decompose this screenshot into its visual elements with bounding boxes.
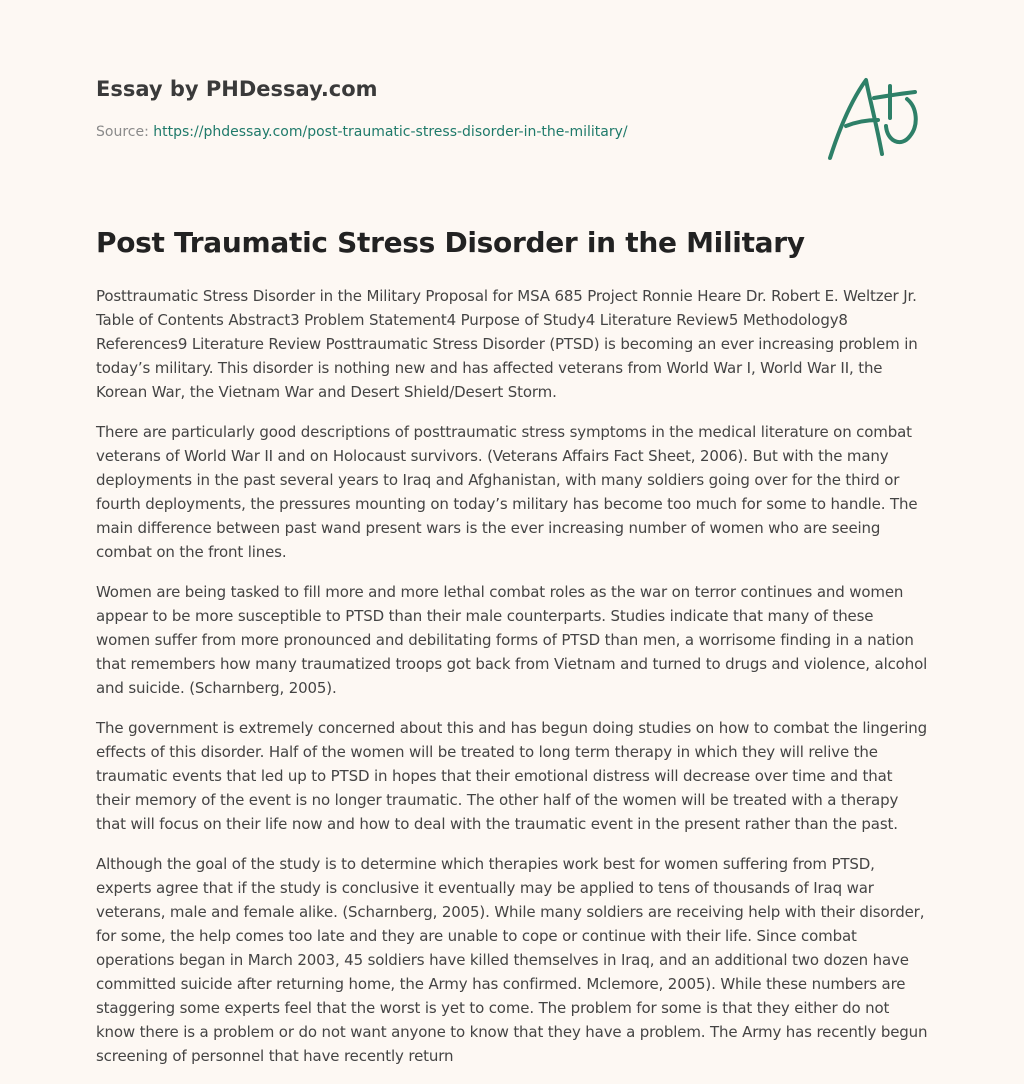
essay-paragraph-1: Posttraumatic Stress Disorder in the Military Proposal for MSA 685 Project Ronnie Heare Dr. Robert E. Weltzer Jr. Table of Contents Abstract3 Problem Statement4 Purpose of Study4 Literature Review5 Methodology8 References9 Literature Review Posttraumatic Stress Disorder (PTSD) is becoming an ever increasing problem in today’s military. This disorder is nothing new and has affected veterans from World War I, World War II, the Korean War, the Vietnam War and Desert Shield/Desert Storm. (96, 287, 918, 401)
essay-body (96, 284, 930, 1084)
source-line (96, 124, 628, 140)
source-link[interactable]: https://phdessay.com/post-traumatic-stress-disorder-in-the-military/ (153, 124, 628, 140)
site-title: Essay by PHDessay.com (96, 77, 378, 101)
essay-paragraph-3: Women are being tasked to fill more and more lethal combat roles as the war on terror continues and women appear to be more susceptible to PTSD than their male counterparts. Studies indicate that many of these women suffer from more pronounced and debilitating forms of PTSD than men, a worrisome finding in a nation that remembers how many traumatized troops got back from Vietnam and turned to drugs and violence, alcohol and suicide. (Scharnberg, 2005). (96, 583, 928, 697)
essay-paragraph-5: Although the goal of the study is to determine which therapies work best for women suffering from PTSD, experts agree that if the study is conclusive it eventually may be applied to tens of thousands of Iraq war veterans, male and female alike. (Scharnberg, 2005). While many soldiers are receiving help with their disorder, for some, the help comes too late and they are unable to cope or continue with their life. Since combat operations began in March 2003, 45 soldiers have killed themselves in Iraq, and an additional two dozen have committed suicide after returning home, the Army has confirmed. Mclemore, 2005). While these numbers are staggering some experts feel that the worst is yet to come. The problem for some is that they either do not know there is a problem or do not want anyone to know that they have a problem. The Army has recently begun screening of personnel that have recently return (96, 855, 928, 1065)
essay-title: Post Traumatic Stress Disorder in the Military (96, 226, 805, 259)
essay-paragraph-2: There are particularly good descriptions of posttraumatic stress symptoms in the medical literature on combat veterans of World War II and on Holocaust survivors. (Veterans Affairs Fact Sheet, 2006). But with the many deployments in the past several years to Iraq and Afghanistan, with many soldiers going over for the third or fourth deployments, the pressures mounting on today’s military has become too much for some to handle. The main difference between past wand present wars is the ever increasing number of women who are seeing combat on the front lines. (96, 423, 918, 561)
source-label: Source: (96, 124, 149, 140)
essay-paragraph-4: The government is extremely concerned about this and has begun doing studies on how to combat the lingering effects of this disorder. Half of the women will be treated to long term therapy in which they will relive the traumatic events that led up to PTSD in hopes that their emotional distress will decrease over time and that their memory of the event is no longer traumatic. The other half of the women will be treated with a therapy that will focus on their life now and how to deal with the traumatic event in the present rather than the past. (96, 719, 927, 833)
a-plus-logo-icon (824, 68, 928, 166)
